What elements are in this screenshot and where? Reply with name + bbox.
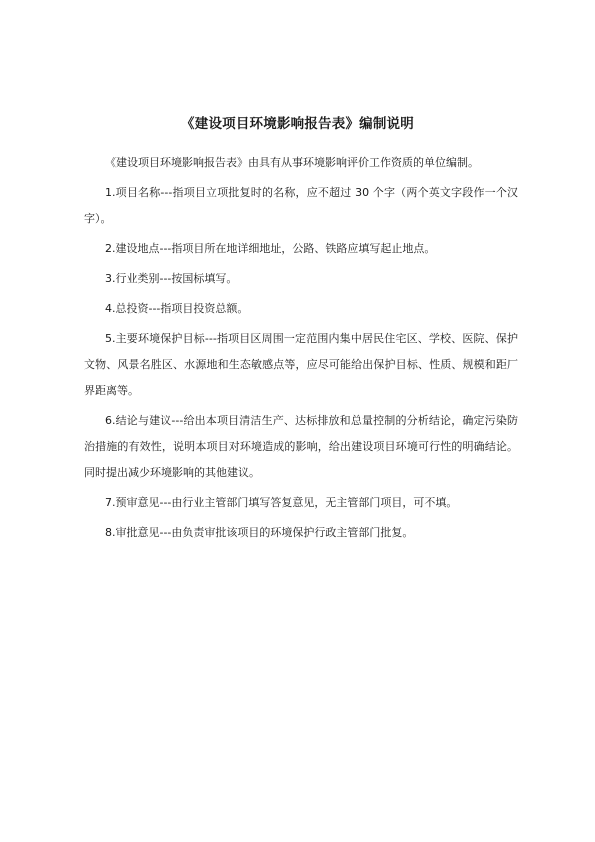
item-conclusions: 6.结论与建议---给出本项目清洁生产、达标排放和总量控制的分析结论，确定污染防治措施的有效性，说明本项目对环境造成的影响，给出建设项目环境可行性的明确结论。同时提出减少环境影响的其他建议。 bbox=[84, 413, 518, 479]
item-pre-review: 7.预审意见---由行业主管部门填写答复意见，无主管部门项目，可不填。 bbox=[105, 495, 458, 509]
item-protection-targets: 5.主要环境保护目标---指项目区周围一定范围内集中居民住宅区、学校、医院、保护文物、风景名胜区、水源地和生态敏感点等，应尽可能给出保护目标、性质、规模和距厂界距离等。 bbox=[84, 332, 518, 397]
document-body bbox=[84, 150, 518, 550]
item-total-investment: 4.总投资---指项目投资总额。 bbox=[105, 302, 249, 316]
item-industry-category: 3.行业类别---按国标填写。 bbox=[105, 272, 238, 286]
item-project-name: 1.项目名称---指项目立项批复时的名称，应不超过 30 个字（两个英文字段作一个汉字）。 bbox=[84, 186, 518, 225]
document-title: 《建设项目环境影响报告表》编制说明 bbox=[181, 116, 414, 132]
item-approval: 8.审批意见---由负责审批该项目的环境保护行政主管部门批复。 bbox=[105, 525, 414, 539]
intro-paragraph: 《建设项目环境影响报告表》由具有从事环境影响评价工作资质的单位编制。 bbox=[105, 156, 479, 169]
item-construction-site: 2.建设地点---指项目所在地详细地址，公路、铁路应填写起止地点。 bbox=[105, 241, 436, 255]
